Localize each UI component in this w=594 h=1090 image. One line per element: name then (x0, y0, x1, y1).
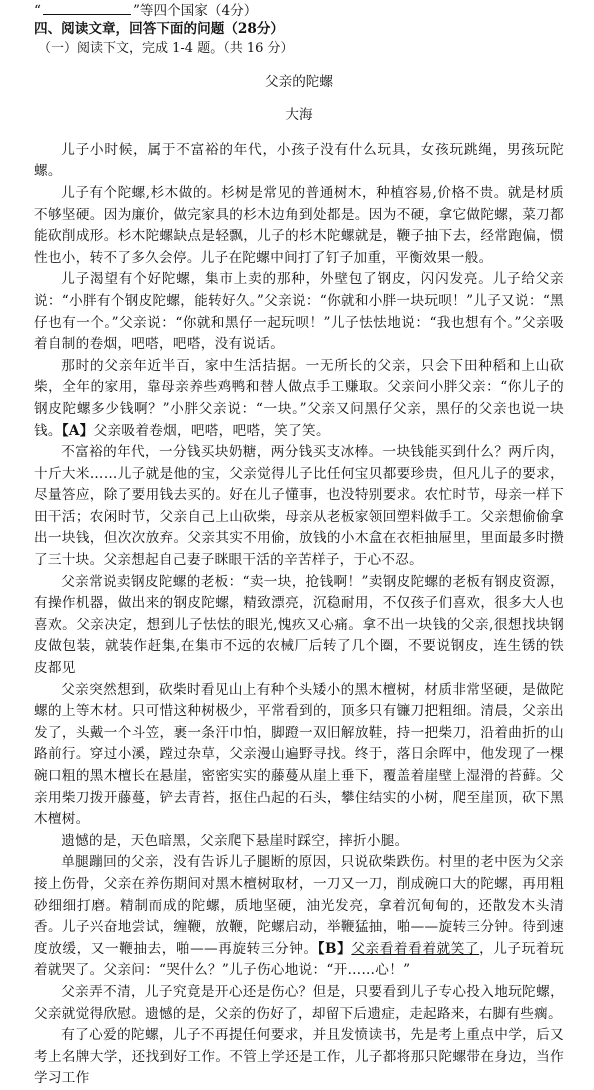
paragraph-4-tail: 父亲吸着卷烟，吧嗒，吧嗒，笑了笑。 (93, 422, 330, 439)
paragraph-2: 儿子有个陀螺,杉木做的。杉树是常见的普通树木，种植容易,价格不贵。就是材质不够坚硬。因为廉价，做完家具的杉木边角到处都是。因为不硬，拿它做陀螺，菜刀都能砍削成形。杉木陀螺缺点是轻飘，儿子的杉木陀螺就是，鞭子抽下去，经常跑偏，惯性也小，转不了多久会停。儿子在陀螺中间打了钉子加重，平衡效果一般。 (34, 184, 564, 266)
paragraph-1: 儿子小时候，属于不富裕的年代，小孩子没有什么玩具，女孩玩跳绳，男孩玩陀螺。 (34, 141, 564, 180)
question-tail (34, 2, 564, 20)
paragraph-5: 不富裕的年代，一分钱买块奶糖，两分钱买支冰棒。一块钱能买到什么？两斤肉，十斤大米……儿子就是他的宝，父亲觉得儿子比任何宝贝都要珍贵，但凡儿子的要求，尽量答应，除了要用钱去买的。好在儿子懂事，也没特别要求。农忙时节，母亲一样下田干活；农闲时节，父亲自己上山砍柴，母亲从老板家领回塑料做手工。父亲想偷偷拿出一块钱，但次次放弃。父亲其实不用偷，放钱的小木盒在衣柜抽屉里，里面最多时攒了三十块。父亲想起自己妻子眯眼干活的辛苦样子，于心不忍。 (34, 444, 564, 569)
question-tail-text: ”等四个国家（4分） (132, 3, 258, 19)
paragraph-11: 有了心爱的陀螺，儿子不再提任何要求，并且发愤读书，先是考上重点中学，后又考上名牌大学，还找到好工作。不管上学还是工作，儿子都将那只陀螺带在身边，当作学习工作 (34, 1027, 564, 1087)
paragraph-4-text: 那时的父亲年近半百，家中生活拮据。一无所长的父亲，只会下田种稻和上山砍柴，全年的家用，靠母亲养些鸡鸭和替人做点手工赚取。父亲问小胖父亲：“你儿子的钢皮陀螺多少钱啊？”小胖父亲说：“一块。”父亲又问黑仔父亲，黑仔的父亲也说一块钱。 (34, 357, 564, 439)
subsection-heading: （一）阅读下文，完成 1-4 题。（共 16 分） (38, 41, 294, 56)
marker-a: 【A】 (61, 422, 94, 439)
section-heading: 四、阅读文章，回答下面的问题（28分） (34, 21, 285, 37)
paragraph-9-tail: ，儿子玩着玩着就哭了。父亲问：“哭什么？”儿子伤心地说：“开……心！” (34, 940, 564, 979)
paragraph-8: 遗憾的是，天色暗黑，父亲爬下悬崖时踩空，摔折小腿。 (61, 832, 409, 849)
underlined-sentence: 父亲看着看着就笑了 (351, 940, 480, 957)
answer-blank[interactable] (43, 3, 131, 15)
paragraph-9 (34, 852, 564, 982)
open-quote: “ (34, 3, 41, 19)
paragraph-7: 父亲突然想到，砍柴时看见山上有种个头矮小的黑木檀树，材质非常坚硬，是做陀螺的上等木材。只可惜这种树极少，平常看到的，顶多只有镰刀把粗细。清晨，父亲出发了，头戴一个斗笠，裹一条汗巾怕，脚蹬一双旧解放鞋，持一把柴刀，沿着曲折的山路前行。穿过小溪，蹚过杂草，父亲漫山遍野寻找。终于，落日余晖中，他发现了一棵碗口粗的黑木檀长在悬崖，密密实实的藤蔓从崖上垂下，覆盖着崖壁上湿滑的苔藓。父亲用柴刀拨开藤蔓，铲去青苔，抠住凸起的石头，攀住结实的小树，爬至崖顶，砍下黑木檀树。 (34, 681, 564, 828)
article-title: 父亲的陀螺 (265, 73, 333, 90)
paragraph-9-text: 单腿蹦回的父亲，没有告诉儿子腿断的原因，只说砍柴跌伤。村里的老中医为父亲接上伤骨，父亲在养伤期间对黑木檀树取材，一刀又一刀，削成碗口大的陀螺，再用粗砂细细打磨。精制而成的陀螺，质地坚硬，油光发亮，拿着沉甸甸的，还散发木头清香。儿子兴奋地尝试，缠鞭，放鞭，陀螺启动，举鞭猛抽，啪——旋转三分钟。待到速度放缓，又一鞭抽去，啪——再旋转三分钟。 (34, 854, 564, 957)
paragraph-4 (34, 356, 564, 442)
paragraph-6: 父亲常说卖钢皮陀螺的老板：“卖一块，抢钱啊！”卖钢皮陀螺的老板有钢皮资源，有操作机器，做出来的钢皮陀螺，精致漂亮，沉稳耐用，不仅孩子们喜欢，很多大人也喜欢。父亲决定，想到儿子怯怯的眼光,愧疚又心痛。拿不出一块钱的父亲,很想找块钢皮做包装，就装作赶集,在集市不远的农械厂后转了几个圈，不要说钢皮，连生锈的铁皮都见 (34, 573, 564, 677)
marker-b: 【B】 (317, 940, 352, 957)
paragraph-10: 父亲弄不清，儿子究竟是开心还是伤心？但是，只要看到儿子专心投入地玩陀螺，父亲就觉得欣慰。遗憾的是，父亲的伤好了，却留下后遗症，走起路来，右脚有些瘸。 (34, 983, 564, 1022)
article-author: 大海 (285, 107, 313, 124)
paragraph-3: 儿子渴望有个好陀螺，集市上卖的那种，外壁包了钢皮，闪闪发亮。儿子给父亲说：“小胖有个钢皮陀螺，能转好久。”父亲说：“你就和小胖一块玩呗！”儿子又说：“黑仔也有一个。”父亲说：“你就和黑仔一起玩呗！”儿子怯怯地说：“我也想有个。”父亲吸着自制的卷烟，吧嗒，吧嗒，没有说话。 (34, 271, 564, 353)
